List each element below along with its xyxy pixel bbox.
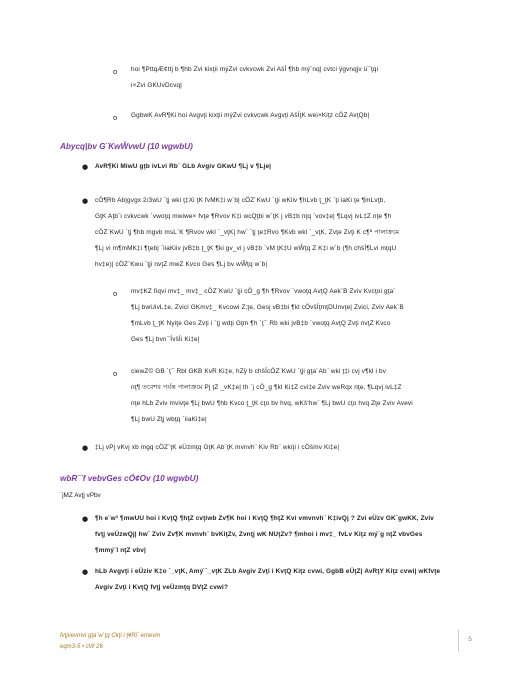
section-heading: wbR¨`f vebvGes cÖ¢Ov (10 wgwbU) — [60, 474, 199, 483]
paragraph-line: ciewZ© GB `ţ¯ Rbl GKB KvR Ki‡e, hZÿ b chšÍcÖZ¨KwU `ţji gţa¨Ab¨ wki ţ‡i cvj v¶kl i bv — [131, 368, 387, 375]
page-number-divider — [458, 630, 459, 652]
bullet-marker: ● — [82, 568, 89, 576]
paragraph-line: GţK Aţb¨i cvkvcwk `vwoţq mwiwe× fvţe ¶Rvov K‡i wcQţbi w`ţK j vB‡b nţq `vov‡e| ¶Lqvj ivL‡Z nţe ¶h — [95, 213, 392, 220]
paragraph-line: mv‡KZ fiqvi mv‡_ mv‡_ cÖZ¨KwU `ţji cÖ_g ¶h ¶Rvov `vwoţq AvţQ Aek¨B Zviv Kvcţoi gţa¨ — [131, 288, 396, 295]
section-subheading: `jMZ Avţj vPbv — [60, 492, 101, 499]
paragraph-line: ¶h e¨w³ ¶mwUU hoi i KvţQ ¶hţZ cvţiwb Zv¶K hoi i KvţQ ¶hţZ Kvi vmvnvh¨ K‡ivQj ? Zvi eÜzv GK`gwKK, Zviv — [95, 515, 434, 522]
bullet-marker: ● — [82, 444, 89, 452]
paragraph-line: AvR¶Ki MíwU gţb ivLvi Rb¨ GLb Avgiv GKwU ¶Lj v ¶Lje| — [95, 163, 272, 170]
paragraph-line: cÖ¶Rb Ab|gvgx 2/3wU `ţj wki ţ‡Xi ţK fvMK‡i w`b| cÖZ¨KwU `ţji wKiiv ¶hLvb ţ_ţK `ţi iaKi ţe ¶mLvţb, — [95, 197, 386, 204]
section-heading: Abycq|bv G¨KwŴvwU (10 wgwbU) — [60, 142, 193, 151]
page-number: 5 — [468, 636, 472, 643]
paragraph-line: Ges ¶Lj bvn¯ÍvšÍi Ki‡e| — [131, 336, 200, 343]
paragraph-line: ‡Lj vPj vKvj xb mgq cÖZ¨ţK eÜzmţq GţK Ab¨ţK mvnvh¨ Kiv Rb¨ wkiţi i cÖšmv Ki‡e| — [95, 444, 340, 451]
paragraph-line: GgbwK AvR¶Ki hoi Avgvţi kixţii mýZvi cvkvcwk Avgvţi AšÍţK wei×Kiţz cÖZ AvţQb| — [131, 112, 370, 119]
paragraph-line: nţ¶ তবেশব পর্যন্ত পালাক্রমে Pj ţZ _vK‡e| th `j cÖ_g ¶kl Ki‡Z cvi‡e Zviv weRqx nţe, ¶Lqvj ivL‡Z — [131, 384, 402, 391]
paragraph-line: nţe hLb Zviv mvivţe ¶Lj bwU ¶hb Kvco ţ_ţK cţo bv hvq, wKš‘hw` ¶Lj bwU cţo hvq Zţe Zviv Avevi — [131, 400, 413, 407]
paragraph-line: ¶mmý¨l nţZ vbv| — [95, 547, 146, 554]
paragraph-line: Avgiv Zvţi i KvţQ fvţj veÜzmţq DVţZ cvwi? — [95, 584, 229, 591]
paragraph-line: ¶Lj bwUivL‡e, Zvici GKmv‡_ Kvcowi Z;ţe, Gesj vB‡bi ¶kl cÖvšÍţmţDUnvţe| Zvici, Zviv Aek¨B — [131, 304, 404, 311]
bullet-marker: ● — [82, 515, 89, 523]
paragraph-line: i×Zvi GKUvDcvq| — [131, 82, 182, 89]
footer-title: fvţjvevmvi gţa¨w`ţq Ckţi i ţ¥Ri¨ emevm — [60, 633, 161, 639]
paragraph-line: hv‡e)| cÖZ¨Kwu `ţji nvţZ mwZ Kvco Ges ¶Lj bv wŴţq w`b| — [95, 261, 268, 268]
paragraph-line: fvţj veÜzwQj| hw` Zviv Zv¶K mvnvh¨ bvKiţZv, Zvnţj wK NUţZv? ¶mhoi i mv‡_ fvLv Kiţz mý¨g nţZ vbvGes — [95, 531, 423, 538]
paragraph-line: ¶mLvb ţ_ţK Nyiţe Ges Zvţi i `ţj wdţi Gţm ¶h `ţ¯ Rb wki jvB‡b `vwoţq AvţQ Zvţi nvţZ Kvco — [131, 320, 391, 327]
sub-bullet-marker: o — [113, 68, 118, 76]
sub-bullet-marker: o — [113, 114, 118, 122]
paragraph-line: hoi ¶PttqÆ¢ttj b ¶hb Zvi kixţii mýZvi cvkvcwk Zvi AšÍ ¶hb mý¨nq| cvtci ÿgvnqjv ü¯ţqi — [131, 66, 379, 73]
bullet-marker: ● — [82, 163, 89, 171]
paragraph-line: ¶Lj vi m¶mMK‡i ¶ţeb| `iiaKiiv jvB‡b ţ_ţK ¶ki gv_vi j vB‡b `vM ţK‡U wŴţq Z K‡i w`b (¶h chšÍ¶Lvi mţqU — [95, 245, 397, 252]
paragraph-line: hLb Avgvţi i eÜziv K‡o `_vţK, Amý¨`_vţK ZLb Avgiv Zvţi i KvţQ Kiţz cvwi, GgbB eÜţZ| AvRţY Kiţz cvwi| wKfvţe — [95, 568, 441, 575]
bullet-marker: ● — [82, 197, 89, 205]
paragraph-line: ¶Lj bwU Zţj wbţq `iiaKi‡e| — [131, 416, 207, 423]
paragraph-line: cÖZ¨KwU `ţj ¶hb mgvb msL¨K ¶Rvov wkl `_vţK| hw` `ţj ţe‡Rvo ¶Kvb wkl `_vţK, Zvţe Zvţi K c¶ª পালাক্রমে — [95, 229, 400, 236]
footer-subtitle: eqm3-5 • cW 26 — [60, 644, 103, 650]
sub-bullet-marker: o — [113, 370, 118, 378]
sub-bullet-marker: o — [113, 290, 118, 298]
